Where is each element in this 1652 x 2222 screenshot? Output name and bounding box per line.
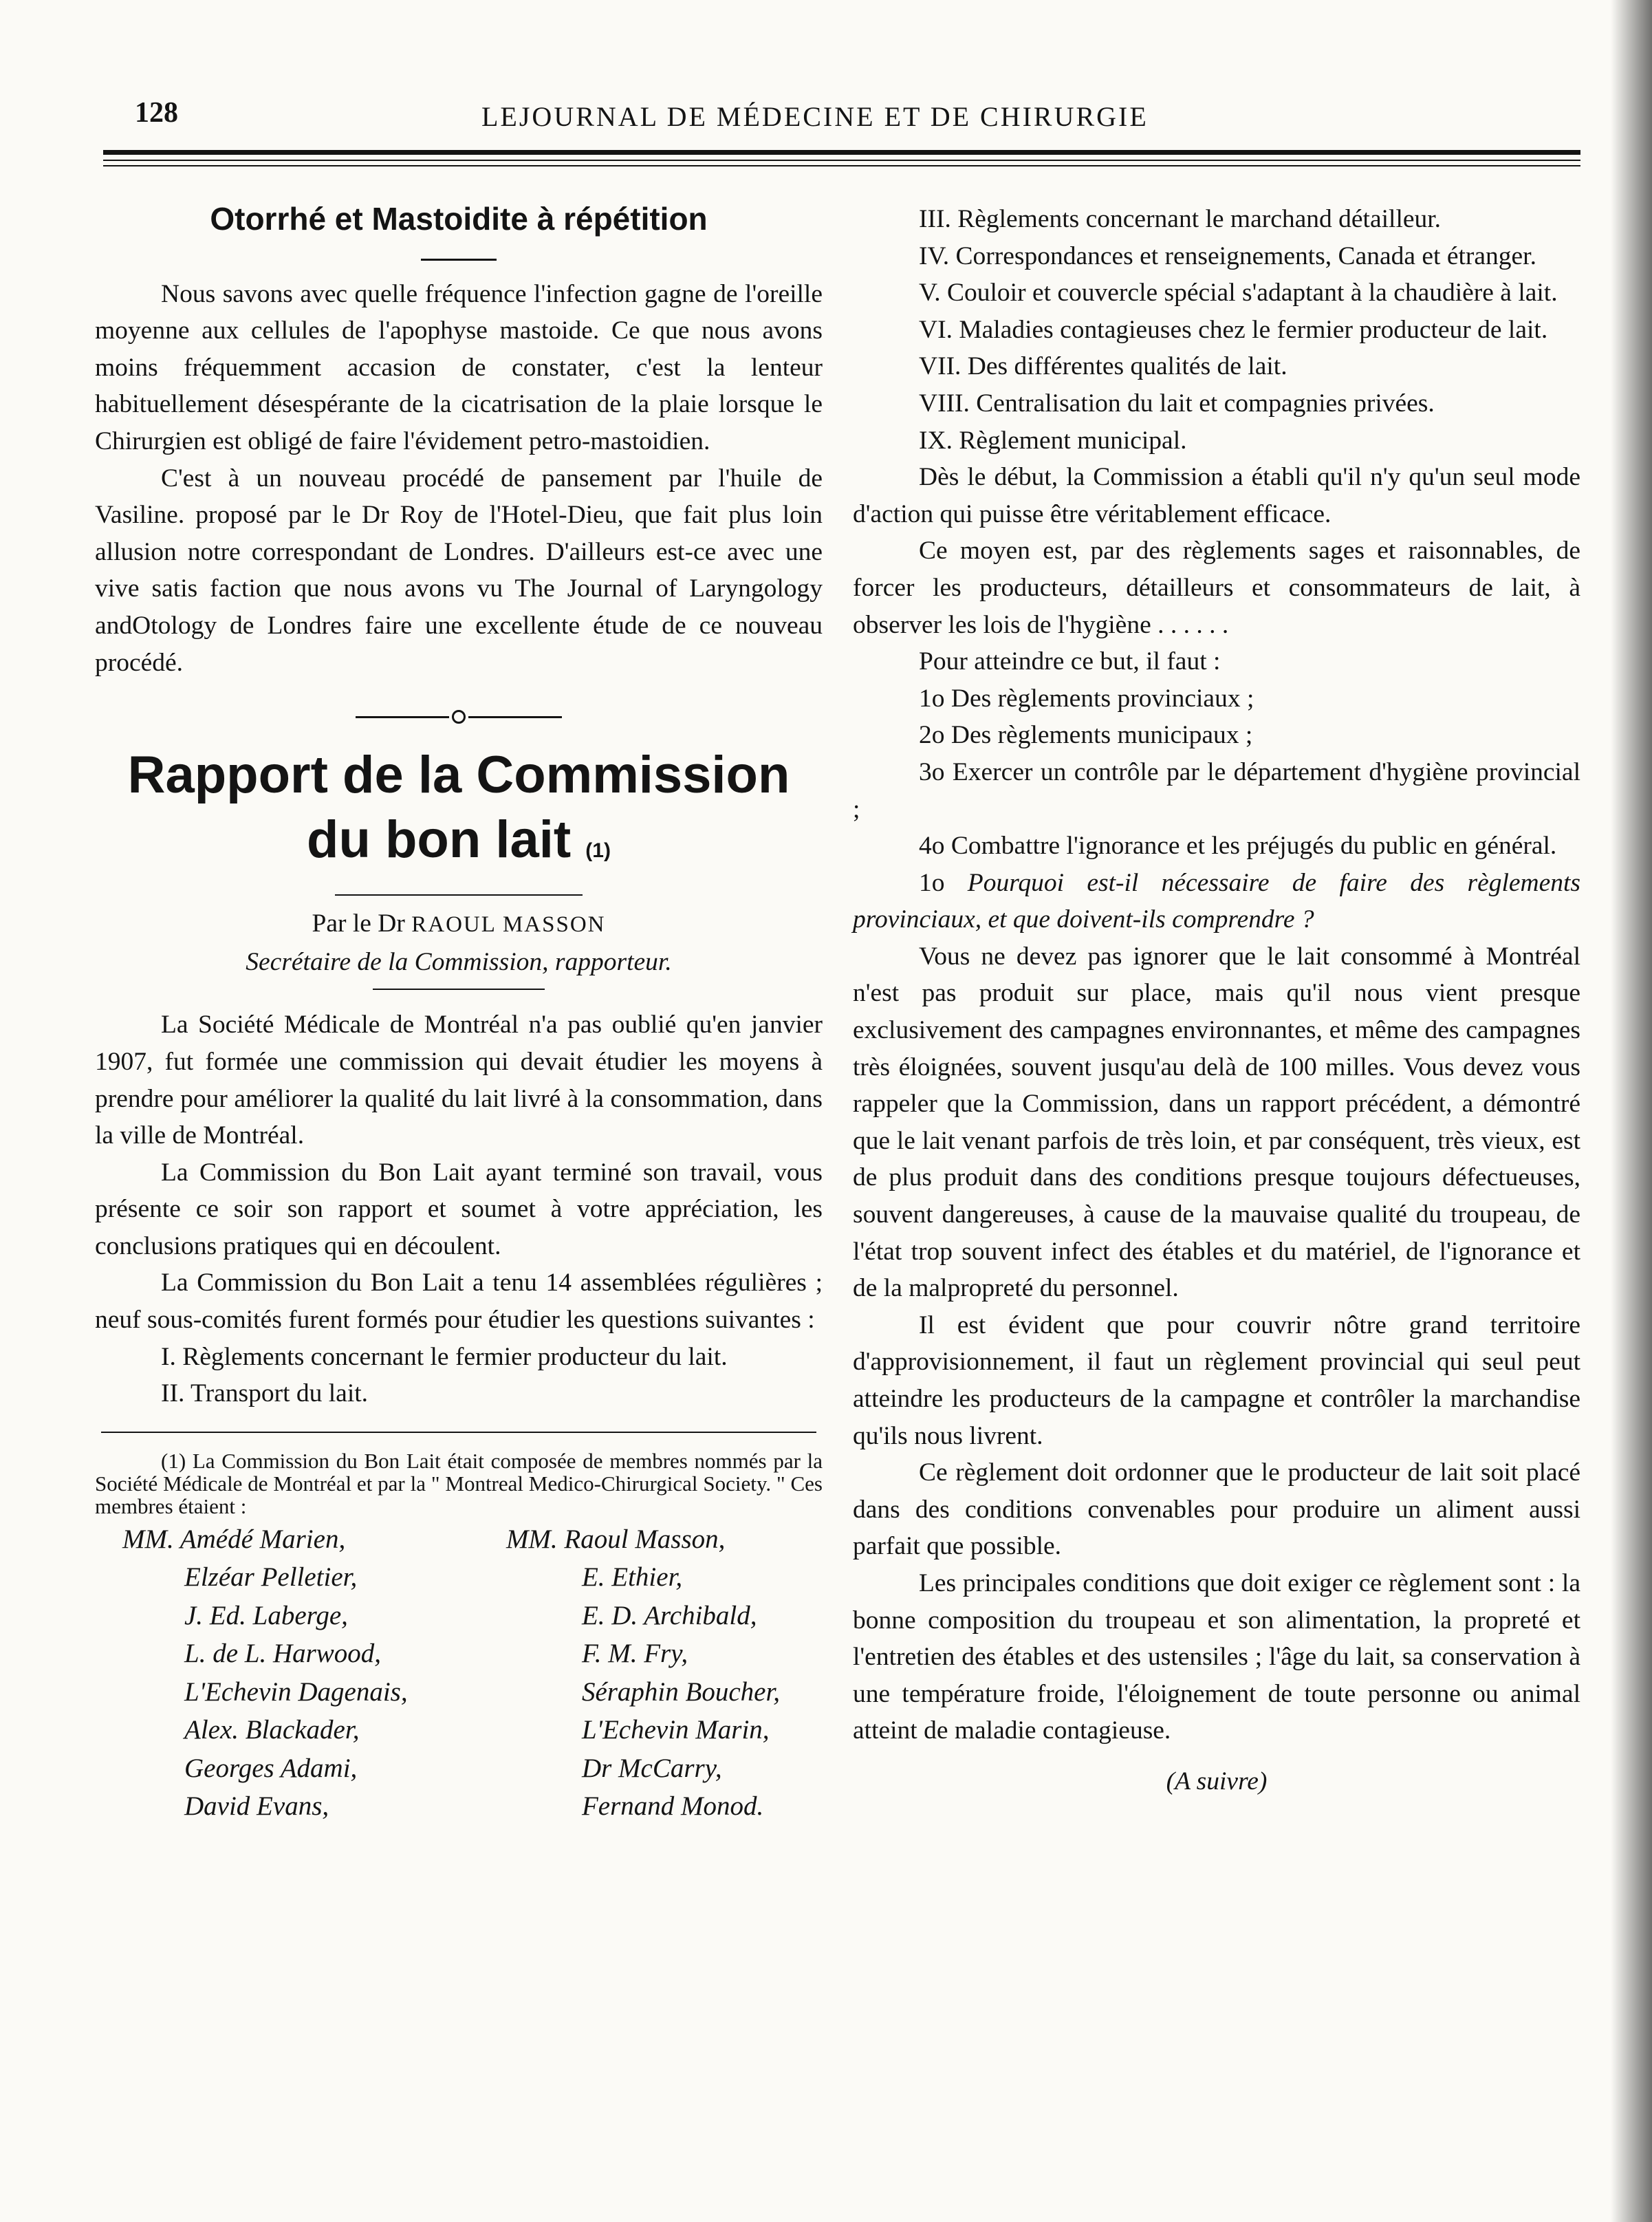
byline (95, 905, 823, 944)
member-name: L'Echevin Dagenais, (184, 1676, 408, 1707)
list-item: IX. Règlement municipal. (919, 426, 1187, 455)
header-rule-thin (103, 160, 1580, 161)
list-item: 1o Des règlements provinciaux ; (919, 684, 1254, 713)
member-list (95, 1520, 823, 1826)
section-question (853, 865, 1580, 938)
paragraph: Il est évident que pour couvrir nôtre grand territoire d'approvisionnement, il faut un règlement provincial qui seul peut atteindre les producteurs de la campagne et contrôler la marchandise qu'ils nous livrent. (853, 1310, 1580, 1450)
list-item: V. Couloir et couvercle spécial s'adaptant à la chaudière à lait. (919, 279, 1558, 308)
paragraph: Vous ne devez pas ignorer que le lait consommé à Montréal n'est pas produit sur place, mais qu'il nous vient presque exclusivement des campagnes environnantes, et même des campagnes très éloignées, souvent jusqu'au delà de 100 milles. Vous devez vous rappeler que la Commission, dans un rapport précédent, a démontré que le lait venant parfois de très loin, et par conséquent, très vieux, est de plus produit dans des conditions presque toujours défectueuses, souvent dangereuses, à cause de la mauvaise qualité du troupeau, de l'état trop souvent infect des étables et du matériel, de l'ignorance et de la malpropreté du personnel. (853, 942, 1580, 1303)
question-text: Pourquoi est-il nécessaire de faire des règlements provinciaux, et que doivent-ils comprendre ? (853, 868, 1581, 934)
paragraph: Ce règlement doit ordonner que le producteur de lait soit placé dans des conditions convenables pour produire un aliment aussi parfait que possible. (853, 1458, 1580, 1561)
title-line-2: du bon lait (307, 810, 572, 870)
list-item: 2o Des règlements municipaux ; (919, 721, 1253, 750)
list-item: VII. Des différentes qualités de lait. (919, 352, 1287, 381)
member-name: J. Ed. Laberge, (184, 1600, 348, 1630)
ornament-divider (356, 710, 562, 724)
byline-author: RAOUL MASSON (411, 912, 606, 938)
article-title-otorrhe: Otorrhé et Mastoidite à répétition (210, 201, 708, 237)
list-item: 4o Combattre l'ignorance et les préjugés du public en général. (919, 832, 1557, 861)
right-column (853, 201, 1580, 1800)
member-name: L. de L. Harwood, (184, 1639, 382, 1669)
member-name: E. D. Archibald, (581, 1600, 757, 1630)
member-column-2 (506, 1520, 823, 1826)
paragraph: La Société Médicale de Montréal n'a pas oublié qu'en janvier 1907, fut formée une commission qui devait étudier les moyens à prendre pour améliorer la qualité du lait livré à la consommation, dans la ville de Montréal. (95, 1011, 823, 1150)
byline-prefix: Par le Dr (312, 909, 405, 938)
member-name: Elzéar Pelletier, (184, 1562, 358, 1593)
footnote: (1) La Commission du Bon Lait était composée de membres nommés par la Société Médicale de Montréal et par la " Montreal Medico-Chirurgical Society. " Ces membres étaient : (95, 1448, 823, 1518)
to-be-continued: (A suivre) (1166, 1767, 1268, 1795)
member-name: E. Ethier, (581, 1562, 683, 1593)
title-line-1: Rapport de la Commission (127, 746, 790, 805)
paragraph: Pour atteindre ce but, il faut : (919, 647, 1221, 676)
paragraph: La Commission du Bon Lait ayant terminé son travail, vous présente ce soir son rapport et soumet à votre appréciation, les conclusions pratiques qui en découlent. (95, 1158, 823, 1260)
list-item: II. Transport du lait. (161, 1379, 369, 1408)
member-name: MM. Amédé Marien, (122, 1524, 346, 1554)
paragraph: La Commission du Bon Lait a tenu 14 assemblées régulières ; neuf sous-comités furent formés pour étudier les questions suivantes : (95, 1269, 823, 1335)
member-name: David Evans, (184, 1791, 329, 1822)
member-name: F. M. Fry, (581, 1639, 688, 1669)
footnote-divider (101, 1432, 816, 1433)
left-column (95, 186, 823, 1826)
paragraph: Dès le début, la Commission a établi qu'il n'y qu'un seul mode d'action qui puisse être véritablement efficace. (853, 463, 1580, 528)
member-column-1 (95, 1520, 506, 1826)
paragraph: Nous savons avec quelle fréquence l'infection gagne de l'oreille moyenne aux cellules de l'apophyse mastoide. Ce que nous avons moins fréquemment accasion de constater, c'est la lenteur habituellement désespérante de la cicatrisation de la plaie lorsque le Chirurgien est obligé de faire l'évidement petro-mastoidien. (95, 279, 823, 455)
list-item: IV. Correspondances et renseignements, Canada et étranger. (919, 241, 1536, 270)
member-name: Georges Adami, (184, 1753, 358, 1783)
title-divider (421, 259, 497, 261)
list-item: VI. Maladies contagieuses chez le fermier producteur de lait. (919, 315, 1548, 344)
article-title-rapport (95, 743, 823, 883)
member-name: Séraphin Boucher, (581, 1676, 781, 1707)
paragraph: Ce moyen est, par des règlements sages et raisonnables, de forcer les producteurs, détailleurs et consommateurs de lait, à observer les lois de l'hygiène . . . . . . (853, 537, 1580, 639)
member-name: Fernand Monod. (581, 1791, 764, 1822)
running-title: LEJOURNAL DE MÉDECINE ET DE CHIRURGIE (481, 101, 1149, 132)
page-header (96, 96, 1561, 144)
header-rule-thin-2 (103, 165, 1580, 166)
header-rule-thick (103, 150, 1580, 155)
paragraph: Les principales conditions que doit exiger ce règlement sont : la bonne composition du troupeau et son alimentation, la propreté et l'entretien des étables et des ustensiles ; l'âge du lait, sa conservation à une température froide, l'éloignement de toute personne ou animal atteint de maladie contagieuse. (853, 1568, 1580, 1745)
member-name: Alex. Blackader, (184, 1715, 360, 1745)
title-divider (335, 894, 583, 896)
footnote-marker: (1) (585, 839, 611, 863)
list-item: III. Règlements concernant le marchand détailleur. (919, 205, 1442, 233)
page-edge-shadow (1611, 0, 1652, 2222)
list-item: I. Règlements concernant le fermier producteur du lait. (161, 1342, 728, 1371)
byline-divider (373, 989, 545, 990)
paragraph: C'est à un nouveau procédé de pansement par l'huile de Vasiline. proposé par le Dr Roy de l'Hotel-Dieu, que fait plus loin allusion notre correspondant de Londres. D'ailleurs est-ce avec une vive satis faction que nous avons vu The Journal of Laryngology andOtology de Londres faire une excellente étude de ce nouveau procédé. (95, 464, 823, 677)
list-item: VIII. Centralisation du lait et compagnies privées. (919, 389, 1435, 418)
page-number: 128 (135, 97, 178, 129)
member-name: Dr McCarry, (581, 1753, 722, 1783)
byline-role: Secrétaire de la Commission, rapporteur. (246, 947, 672, 976)
list-item: 3o Exercer un contrôle par le département d'hygiène provincial ; (853, 757, 1580, 823)
question-number: 1o (919, 868, 945, 897)
member-name: L'Echevin Marin, (581, 1715, 770, 1745)
member-name: MM. Raoul Masson, (506, 1524, 726, 1554)
